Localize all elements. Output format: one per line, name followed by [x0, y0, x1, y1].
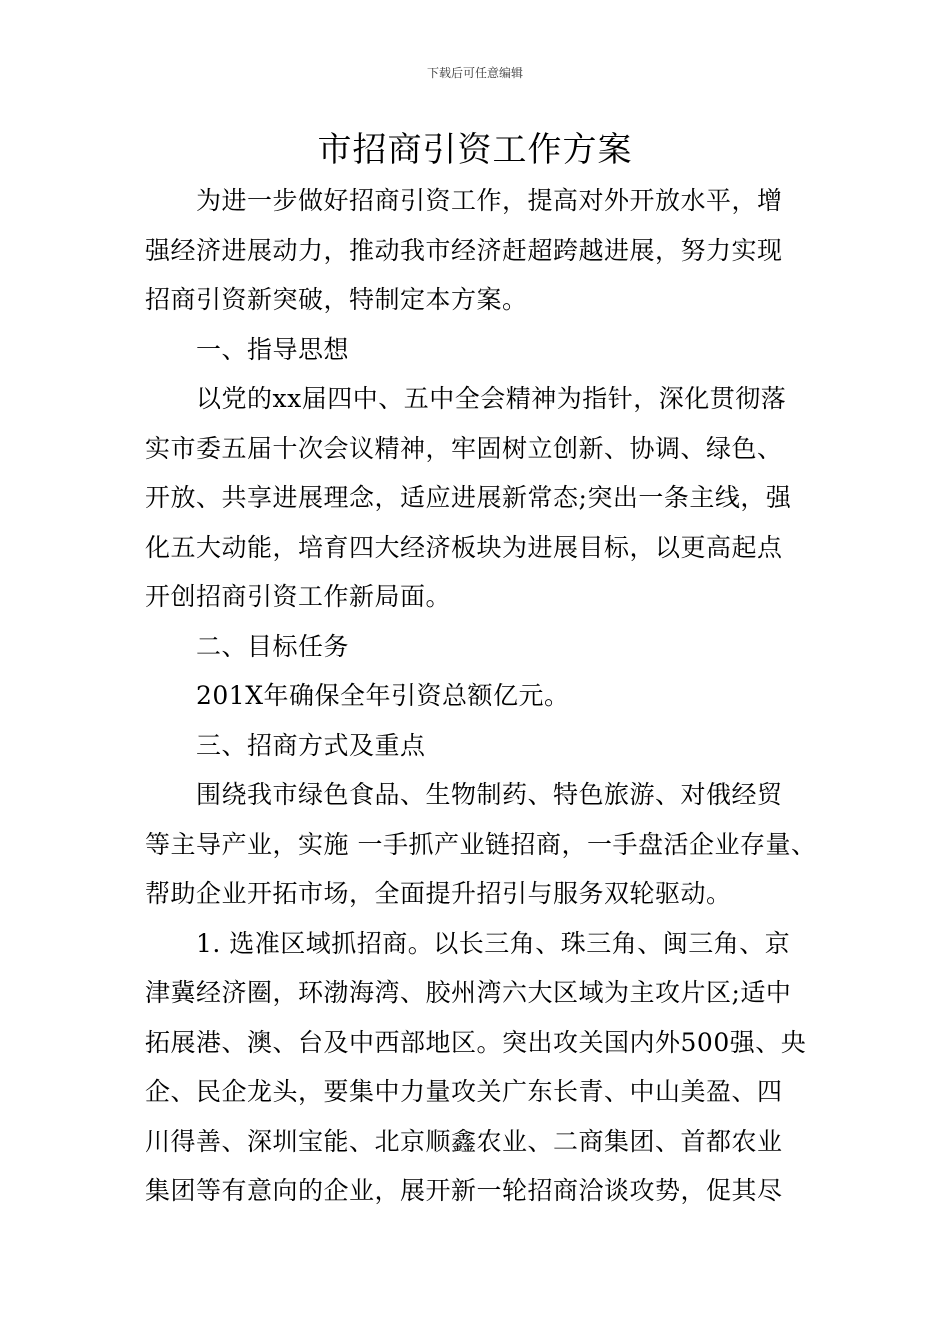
text-line: 川得善、深圳宝能、北京顺鑫农业、二商集团、首都农业 — [145, 1126, 783, 1156]
text-line: 招商引资新突破，特制定本方案。 — [145, 285, 528, 314]
text-line: 围绕我市绿色食品、生物制药、特色旅游、对俄经贸 — [196, 780, 783, 809]
text-line: 一、指导思想 — [196, 334, 350, 364]
header-note: 下载后可任意编辑 — [426, 66, 523, 80]
text-line: 三、招商方式及重点 — [196, 730, 426, 760]
document-title: 市招商引资工作方案 — [317, 130, 633, 170]
document-body — [145, 176, 835, 1216]
text-line: 帮助企业开拓市场，全面提升招引与服务双轮驱动。 — [145, 879, 732, 908]
text-line: 二、目标任务 — [196, 631, 350, 661]
text-line: 开创招商引资工作新局面。 — [145, 582, 452, 611]
text-line: 实市委五届十次会议精神，牢固树立创新、协调、绿色、 — [145, 433, 783, 463]
text-line: 企、民企龙头，要集中力量攻关广东长青、中山美盈、四 — [145, 1077, 783, 1106]
text-line: 1. 选准区域抓招商。以长三角、珠三角、闽三角、京 — [196, 928, 791, 958]
text-line: 开放、共享进展理念，适应进展新常态;突出一条主线，强 — [145, 483, 792, 512]
text-line: 化五大动能，培育四大经济板块为进展目标，以更高起点 — [145, 532, 783, 562]
text-line: 201X年确保全年引资总额亿元。 — [196, 681, 570, 710]
text-line: 强经济进展动力，推动我市经济赶超跨越进展，努力实现 — [145, 235, 783, 265]
text-line: 津冀经济圈，环渤海湾、胶州湾六大区域为主攻片区;适中 — [145, 978, 792, 1007]
text-line: 等主导产业，实施 一手抓产业链招商，一手盘活企业存量、 — [145, 829, 817, 859]
text-line: 以党的xx届四中、五中全会精神为指针，深化贯彻落 — [196, 384, 787, 413]
text-line: 为进一步做好招商引资工作，提高对外开放水平，增 — [196, 186, 783, 215]
text-line: 拓展港、澳、台及中西部地区。突出攻关国内外500强、央 — [145, 1027, 807, 1057]
text-line: 集团等有意向的企业，展开新一轮招商洽谈攻势，促其尽 — [145, 1176, 783, 1205]
